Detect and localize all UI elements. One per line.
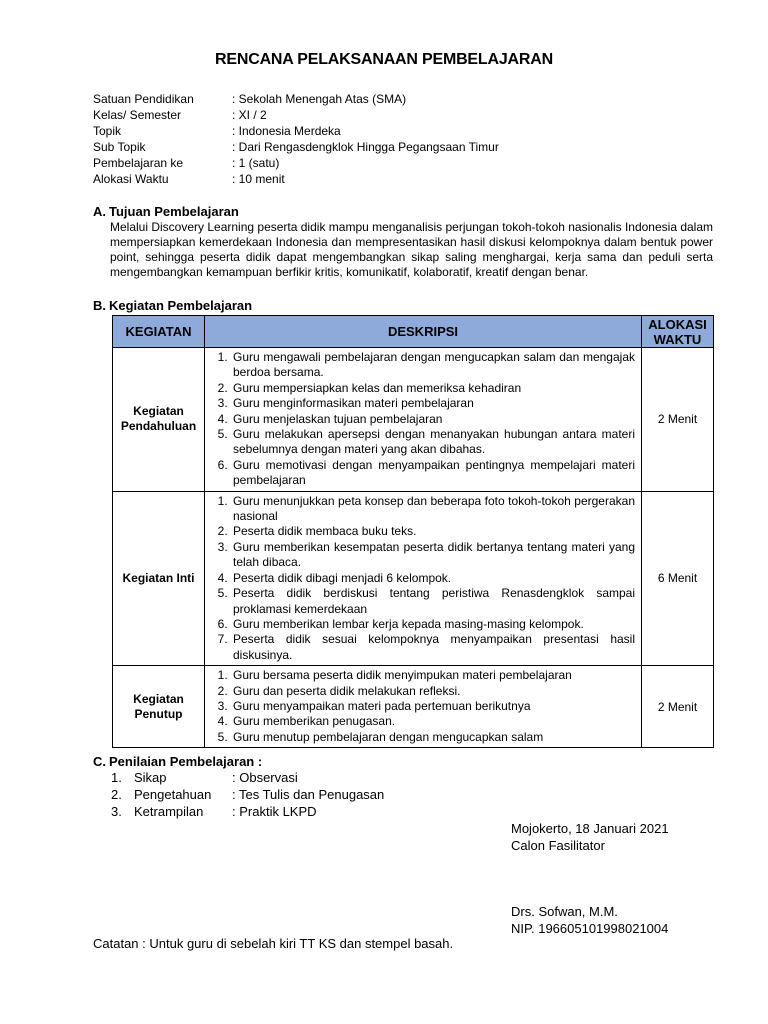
description-cell	[205, 666, 642, 748]
step-item: 5. Guru menutup pembelajaran dengan mengucapkan salam	[231, 730, 635, 745]
step-item: 3. Guru memberikan kesempatan peserta didik bertanya tentang materi yang telah dibaca.	[231, 540, 635, 571]
step-item: 4. Guru memberikan penugasan.	[231, 714, 635, 729]
section-letter: C.	[93, 754, 106, 769]
identity-row	[93, 123, 499, 139]
identity-row	[93, 139, 499, 155]
identity-value: : Sekolah Menengah Atas (SMA)	[232, 92, 407, 106]
section-letter: B.	[93, 298, 106, 313]
section-heading-c	[93, 754, 262, 769]
assessment-item	[111, 803, 384, 820]
description-cell	[205, 348, 642, 492]
signature-name: Drs. Sofwan, M.M.	[511, 904, 618, 919]
section-heading-a	[93, 204, 239, 219]
stage-cell: Kegiatan Inti	[113, 491, 205, 665]
signature-nip: NIP. 196605101998021004	[511, 921, 669, 936]
assessment-item	[111, 786, 384, 803]
identity-label: Pembelajaran ke	[93, 156, 184, 170]
step-item: 1. Guru menunjukkan peta konsep dan beberapa foto tokoh-tokoh pergerakan nasional	[231, 494, 635, 525]
identity-block	[93, 91, 499, 187]
table-row-penutup	[113, 666, 714, 748]
identity-row	[93, 107, 499, 123]
step-item: 3. Guru menginformasikan materi pembelajaran	[231, 396, 635, 411]
step-item: 5. Peserta didik berdiskusi tentang peristiwa Renasdengklok sampai proklamasi kemerdekaan	[231, 586, 635, 617]
step-item: 6. Guru memberikan lembar kerja kepada masing-masing kelompok.	[231, 617, 635, 632]
identity-value: : Dari Rengasdengklok Hingga Pegangsaan Timur	[232, 140, 499, 154]
table-row-inti	[113, 491, 714, 665]
section-heading-b	[93, 298, 252, 313]
assessment-value: : Praktik LKPD	[232, 804, 317, 819]
step-list	[205, 666, 641, 747]
section-title: Kegiatan Pembelajaran	[109, 298, 253, 313]
step-list	[205, 492, 641, 665]
header-description: DESKRIPSI	[205, 316, 642, 348]
identity-label: Alokasi Waktu	[93, 172, 169, 186]
identity-row	[93, 155, 499, 171]
step-item: 5. Guru melakukan apersepsi dengan menanyakan hubungan antara materi sebelumnya dengan materi yang akan dibahas.	[231, 427, 635, 458]
activities-table	[112, 315, 714, 748]
step-item: 4. Peserta didik dibagi menjadi 6 kelompok.	[231, 571, 635, 586]
assessment-item	[111, 769, 384, 786]
step-item: 2. Guru mempersiapkan kelas dan memeriksa kehadiran	[231, 381, 635, 396]
allocation-cell: 2 Menit	[642, 666, 714, 748]
identity-label: Satuan Pendidikan	[93, 92, 194, 106]
signature-place-date: Mojokerto, 18 Januari 2021	[511, 821, 669, 836]
identity-label: Sub Topik	[93, 140, 146, 154]
step-list	[205, 348, 641, 491]
identity-label: Kelas/ Semester	[93, 108, 182, 122]
description-cell	[205, 491, 642, 665]
signature-role: Calon Fasilitator	[511, 838, 605, 853]
section-title: Tujuan Pembelajaran	[109, 204, 239, 219]
document-title: RENCANA PELAKSANAAN PEMBELAJARAN	[215, 51, 553, 68]
identity-label: Topik	[93, 124, 122, 138]
step-item: 6. Guru memotivasi dengan menyampaikan pentingnya mempelajari materi pembelajaran	[231, 458, 635, 489]
assessment-value: : Tes Tulis dan Penugasan	[232, 787, 385, 802]
identity-value: : 1 (satu)	[232, 156, 280, 170]
identity-value: : XI / 2	[232, 108, 267, 122]
table-header-row	[113, 316, 714, 348]
assessment-label: Pengetahuan	[134, 787, 212, 802]
assessment-number: 1.	[111, 770, 122, 785]
assessment-value: : Observasi	[232, 770, 298, 785]
step-item: 3. Guru menyampaikan materi pada pertemuan berikutnya	[231, 699, 635, 714]
step-item: 4. Guru menjelaskan tujuan pembelajaran	[231, 412, 635, 427]
objective-paragraph: Melalui Discovery Learning peserta didik mampu menganalisis perjungan tokoh-tokoh nasionalis Indonesia dalam mempersiapkan kemerdekaan Indonesia dan mempresentasikan hasil diskusi kelompoknya dalam bentuk power point, sehingga peserta didik dapat mengembangkan sikap saling menghargai, kerja sama dan peduli serta mengembangkan kemampuan berfikir kritis, komunikatif, kolaboratif, kreatif dengan benar.	[110, 220, 714, 279]
assessment-list	[111, 769, 384, 820]
stage-cell: Kegiatan Pendahuluan	[113, 348, 205, 492]
allocation-cell: 2 Menit	[642, 348, 714, 492]
assessment-label: Sikap	[134, 770, 167, 785]
header-allocation: ALOKASI WAKTU	[642, 316, 714, 348]
identity-row	[93, 91, 499, 107]
closing-note: Catatan : Untuk guru di sebelah kiri TT KS dan stempel basah.	[93, 936, 454, 951]
table-row-pendahuluan	[113, 348, 714, 492]
step-item: 7. Peserta didik sesuai kelompoknya menyampaikan presentasi hasil diskusinya.	[231, 632, 635, 663]
step-item: 1. Guru bersama peserta didik menyimpukan materi pembelajaran	[231, 668, 635, 683]
identity-value: : 10 menit	[232, 172, 285, 186]
step-item: 1. Guru mengawali pembelajaran dengan mengucapkan salam dan mengajak berdoa bersama.	[231, 350, 635, 381]
identity-value: : Indonesia Merdeka	[232, 124, 341, 138]
step-item: 2. Guru dan peserta didik melakukan refleksi.	[231, 684, 635, 699]
identity-row	[93, 171, 499, 187]
assessment-number: 2.	[111, 787, 122, 802]
step-item: 2. Peserta didik membaca buku teks.	[231, 524, 635, 539]
assessment-number: 3.	[111, 804, 122, 819]
stage-cell: Kegiatan Penutup	[113, 666, 205, 748]
section-letter: A.	[93, 204, 106, 219]
section-title: Penilaian Pembelajaran :	[109, 754, 263, 769]
assessment-label: Ketrampilan	[134, 804, 204, 819]
allocation-cell: 6 Menit	[642, 491, 714, 665]
header-activity: KEGIATAN	[113, 316, 205, 348]
